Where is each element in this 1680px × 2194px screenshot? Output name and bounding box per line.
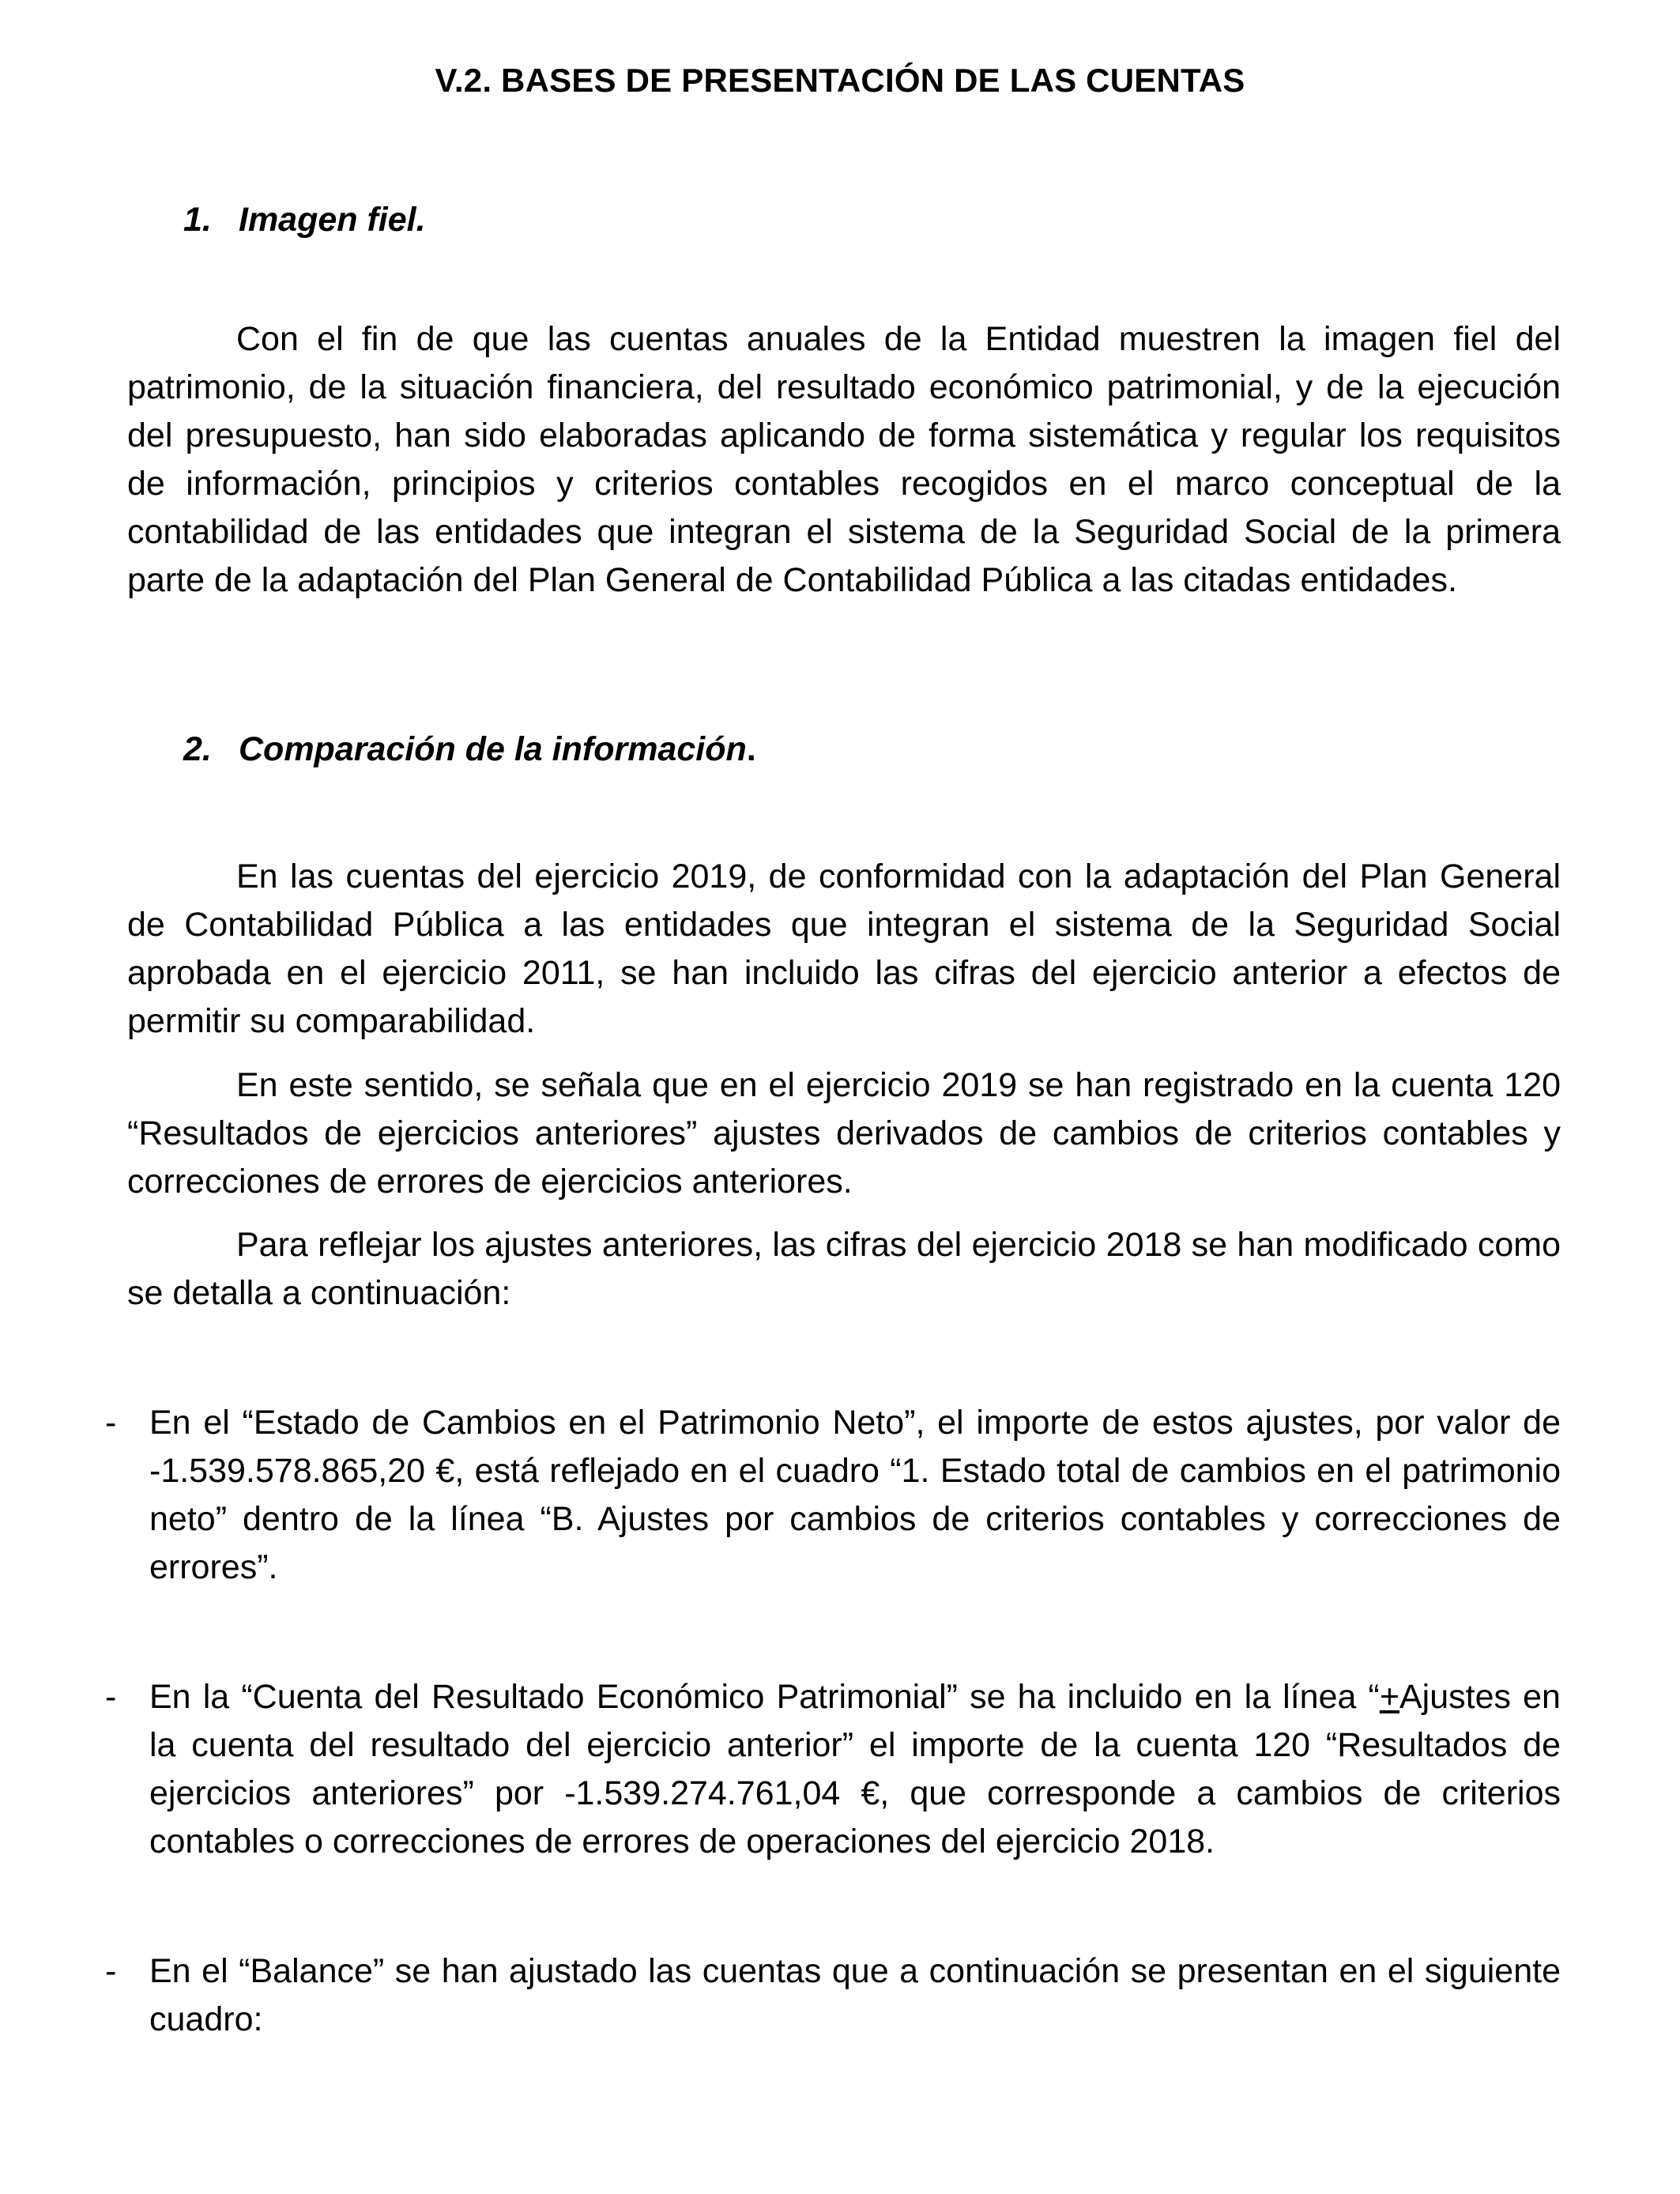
bullet-text-after: Ajustes en la cuenta del resultado del ejercicio anterior” el importe de la cuenta 120 “Resultados de ejercicios anteriores” por -1.539.274.761,04 €, que corresponde a cambios de criterios contables o correcciones de errores de operaciones del ejercicio 2018.: [149, 1678, 1561, 1860]
paragraph-comparacion-1: En las cuentas del ejercicio 2019, de conformidad con la adaptación del Plan General de Contabilidad Pública a las entidades que integran el sistema de la Seguridad Social aprobada en el ejercicio 2011, se han incluido las cifras del ejercicio anterior a efectos de permitir su comparabilidad.: [127, 858, 1561, 1040]
paragraph-comparacion-2: En este sentido, se señala que en el ejercicio 2019 se han registrado en la cuenta 120 “Resultados de ejercicios anteriores” ajustes derivados de cambios de criterios contables y correcciones de errores de ejercicios anteriores.: [127, 1066, 1561, 1201]
paragraph-imagen-fiel: Con el fin de que las cuentas anuales de la Entidad muestren la imagen fiel del patrimonio, de la situación financiera, del resultado económico patrimonial, y de la ejecución del presupuesto, han sido elaboradas aplicando de forma sistemática y regular los requisitos de información, principios y criterios contables recogidos en el marco conceptual de la contabilidad de las entidades que integran el sistema de la Seguridad Social de la primera parte de la adaptación del Plan General de Contabilidad Pública a las citadas entidades.: [127, 320, 1561, 599]
bullet-dash: -: [105, 1952, 117, 1990]
section-number: 1.: [183, 201, 212, 239]
bullet-dash: -: [105, 1404, 117, 1442]
section-heading-text: Comparación de la información: [239, 730, 747, 768]
paragraph-comparacion-3: Para reflejar los ajustes anteriores, las cifras del ejercicio 2018 se han modificado como se detalla a continuación:: [127, 1226, 1561, 1312]
bullet-text-before: En la “Cuenta del Resultado Económico Patrimonial” se ha incluido en la línea “: [149, 1678, 1380, 1716]
bullet-underlined-sign: +: [1379, 1678, 1399, 1716]
bullet-item-estado-cambios: [105, 1399, 1561, 1592]
bullet-text: En el “Estado de Cambios en el Patrimonio Neto”, el importe de estos ajustes, por valor de -1.539.578.865,20 €, está reflejado en el cuadro “1. Estado total de cambios en el patrimonio neto” dentro de la línea “B. Ajustes por cambios de criterios contables y correcciones de errores”.: [149, 1404, 1561, 1586]
section-heading-text: Imagen fiel.: [239, 201, 426, 239]
bullet-item-balance: [105, 1947, 1561, 2044]
section-number: 2.: [183, 730, 212, 768]
section-heading-imagen-fiel: [183, 201, 426, 239]
bullet-text: En el “Balance” se han ajustado las cuentas que a continuación se presentan en el siguiente cuadro:: [149, 1952, 1561, 2038]
bullet-item-cuenta-resultado: [105, 1673, 1561, 1866]
section-heading-period: .: [746, 730, 756, 768]
bullet-dash: -: [105, 1678, 117, 1716]
document-title: V.2. BASES DE PRESENTACIÓN DE LAS CUENTAS: [435, 62, 1245, 99]
section-heading-comparacion: [183, 730, 756, 769]
